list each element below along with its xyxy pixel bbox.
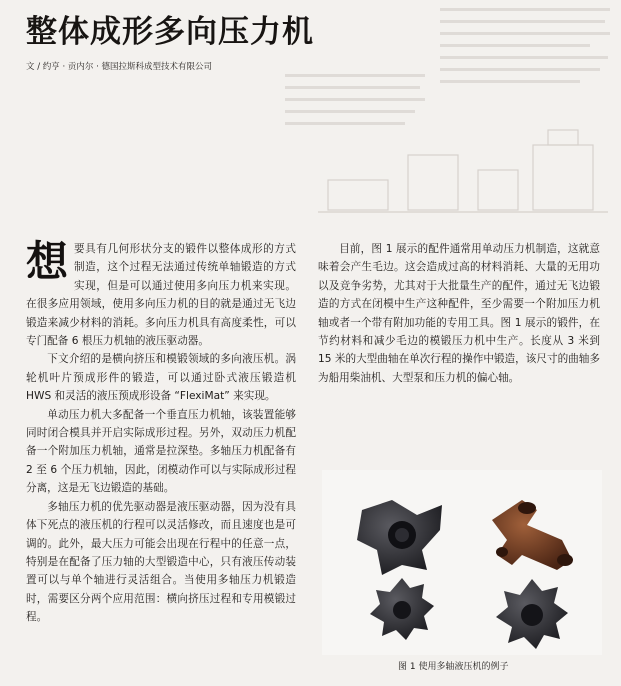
left-paragraph-4: 多轴压力机的优先驱动器是液压驱动器，因为没有具体下死点的液压机的行程可以灵活修改，而且速度也是可调的。此外，最大压力可能会出现在行程中的任意一点，特别是在配备了压力轴的大型锻造中心，只有液压传动装置可以与单个轴进行灵活组合。当使用多轴压力机锻造时，需要区分两个应用范围：横向挤压过程和专用模锻过程。 [26, 500, 296, 624]
forged-parts-photo [322, 470, 602, 655]
copper-tee-forging [492, 500, 573, 570]
dark-gear-forging-small [370, 578, 434, 640]
dark-gear-forging-large [496, 579, 568, 649]
right-paragraph-1: 目前，图 1 展示的配件通常用单动压力机制造，这就意味着会产生毛边。这会造成过高的材料消耗、大量的无用功以及竞争劣势，尤其对于大批量生产的配件，通过无飞边锻造的方式在闭模中生产这种配件，至少需要一个附加压力机轴或者一个带有附加功能的专用工具。图 1 展示的锻件，在节约材料和减少毛边的模锻压力机中生产。长度从 3 米到 15 米的大型曲轴在单次行程的操作中锻造，该尺寸的曲轴多为船用柴油机、大型泵和压力机的偏心轴。 [318, 243, 600, 384]
drop-cap: 想 [26, 237, 69, 286]
left-paragraph-1 [26, 237, 296, 350]
left-paragraph-2: 下文介绍的是横向挤压和模锻领域的多向液压机。涡轮机叶片预成形件的锻造，可以通过卧式液压锻造机 HWS 和灵活的液压预成形设备 “FlexiMat” 来实现。 [26, 353, 296, 403]
article-byline: 文 / 约亨 · 贡内尔 · 德国拉斯科成型技术有限公司 [26, 62, 212, 72]
figure-caption: 图 1 使用多轴液压机的例子 [398, 662, 509, 672]
left-paragraph-3: 单动压力机大多配备一个垂直压力机轴，该装置能够同时闭合模具并开启实际成形过程。另外，双动压力机配备一个附加压力机轴，通常是拉深垫。多轴压力机配备有 2 至 6 个压力机轴，因此，闭模动作可以与实际成形过程分离，这是无飞边锻造的基础。 [26, 408, 296, 495]
faint-diagram [318, 120, 608, 230]
right-column [318, 240, 600, 387]
left-paragraph-1-text: 要具有几何形状分支的锻件以整体成形的方式制造，这个过程无法通过传统单轴锻造的方式实现，但是可以通过使用多向压力机来实现。在很多应用领域，使用多向压力机的目的就是通过无飞边锻造来减少材料的消耗。多向压力机具有高度柔性，可以专门配备 6 根压力机轴的液压驱动器。 [26, 243, 296, 348]
dark-spider-forging [357, 500, 442, 575]
article-title: 整体成形多向压力机 [26, 14, 314, 50]
left-column [26, 237, 296, 627]
